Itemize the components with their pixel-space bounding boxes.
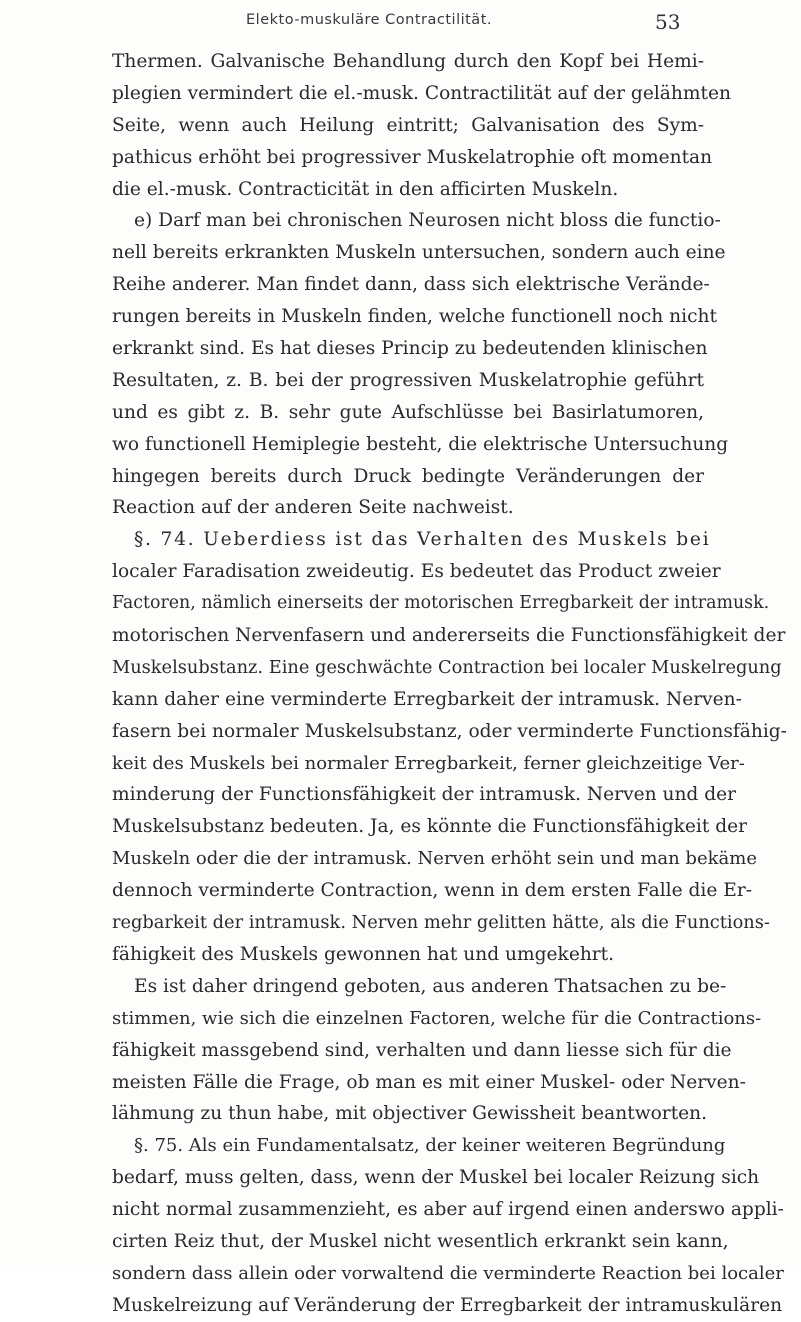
text-body <box>112 46 787 1322</box>
text-line: Reihe anderer. Man findet dann, dass sich elektrische Verände- <box>112 274 710 296</box>
text-line: wo functionell Hemiplegie besteht, die elektrische Untersuchung <box>112 433 729 455</box>
text-line: minderung der Functionsfähigkeit der intramusk. Nerven und der <box>112 784 737 806</box>
text-line: e) Darf man bei chronischen Neurosen nicht bloss die functio- <box>134 210 721 232</box>
running-head <box>0 8 801 38</box>
text-line: Es ist daher dringend geboten, aus anderen Thatsachen zu be- <box>134 975 727 997</box>
text-line: regbarkeit der intramusk. Nerven mehr gelitten hätte, als die Functions- <box>112 912 770 934</box>
text-line: Thermen. Galvanische Behandlung durch den Kopf bei Hemi- <box>112 51 704 72</box>
text-line: keit des Muskels bei normaler Erregbarkeit, ferner gleichzeitige Ver- <box>112 752 745 774</box>
text-line: cirten Reiz thut, der Muskel nicht wesentlich erkrankt sein kann, <box>112 1230 729 1252</box>
text-line: rungen bereits in Muskeln finden, welche functionell noch nicht <box>112 306 717 328</box>
text-line: §. 75. Als ein Fundamentalsatz, der keiner weiteren Begründung <box>134 1135 726 1157</box>
text-line: meisten Fälle die Frage, ob man es mit einer Muskel- oder Nerven- <box>112 1071 746 1093</box>
text-line: fähigkeit des Muskels gewonnen hat und umgekehrt. <box>112 943 615 965</box>
text-line: nicht normal zusammenzieht, es aber auf irgend einen anderswo appli- <box>112 1199 784 1221</box>
text-line: dennoch verminderte Contraction, wenn in dem ersten Falle die Er- <box>112 880 753 902</box>
text-line: hingegen bereits durch Druck bedingte Veränderungen der <box>112 465 704 487</box>
page-number: 53 <box>655 10 681 34</box>
text-line: die el.-musk. Contracticität in den afficirten Muskeln. <box>112 178 619 200</box>
text-line: lähmung zu thun habe, mit objectiver Gewissheit beantworten. <box>112 1103 708 1125</box>
text-line: §. 74. Ueberdiess ist das Verhalten des Muskels bei <box>134 529 711 551</box>
text-line: pathicus erhöht bei progressiver Muskelatrophie oft momentan <box>112 146 713 168</box>
text-line: fähigkeit massgebend sind, verhalten und dann liesse sich für die <box>112 1039 732 1061</box>
text-line: Reaction auf der anderen Seite nachweist. <box>112 497 514 519</box>
text-line: kann daher eine verminderte Erregbarkeit der intramusk. Nerven- <box>112 688 742 710</box>
running-title: Elekto-muskuläre Contractilität. <box>246 12 492 28</box>
text-line: motorischen Nervenfasern und andererseits die Functionsfähigkeit der <box>112 625 786 647</box>
text-line: und es gibt z. B. sehr gute Aufschlüsse bei Basirlatumoren, <box>112 401 704 423</box>
text-line: Factoren, nämlich einerseits der motorischen Erregbarkeit der intramusk. <box>112 593 770 614</box>
text-line: Muskelreizung auf Veränderung der Erregbarkeit der intramuskulären <box>112 1294 783 1316</box>
text-line: plegien vermindert die el.-musk. Contractilität auf der gelähmten <box>112 82 731 104</box>
text-line: Muskelsubstanz bedeuten. Ja, es könnte die Functionsfähigkeit der <box>112 816 747 838</box>
text-line: fasern bei normaler Muskelsubstanz, oder verminderte Functionsfähig- <box>112 720 787 742</box>
text-line: bedarf, muss gelten, dass, wenn der Muskel bei localer Reizung sich <box>112 1167 760 1189</box>
text-line: sondern dass allein oder vorwaltend die verminderte Reaction bei localer <box>112 1262 784 1284</box>
text-line: Muskeln oder die der intramusk. Nerven erhöht sein und man bekäme <box>112 848 757 870</box>
text-line: Resultaten, z. B. bei der progressiven Muskelatrophie geführt <box>112 369 704 391</box>
text-line: erkrankt sind. Es hat dieses Princip zu bedeutenden klinischen <box>112 338 708 360</box>
text-line: nell bereits erkrankten Muskeln untersuchen, sondern auch eine <box>112 242 726 264</box>
text-line: localer Faradisation zweideutig. Es bedeutet das Product zweier <box>112 561 721 583</box>
text-line: Muskelsubstanz. Eine geschwächte Contraction bei localer Muskelregung <box>112 656 782 678</box>
text-line: Seite, wenn auch Heilung eintritt; Galvanisation des Sym- <box>112 114 704 136</box>
text-line: stimmen, wie sich die einzelnen Factoren, welche für die Contractions- <box>112 1007 762 1029</box>
